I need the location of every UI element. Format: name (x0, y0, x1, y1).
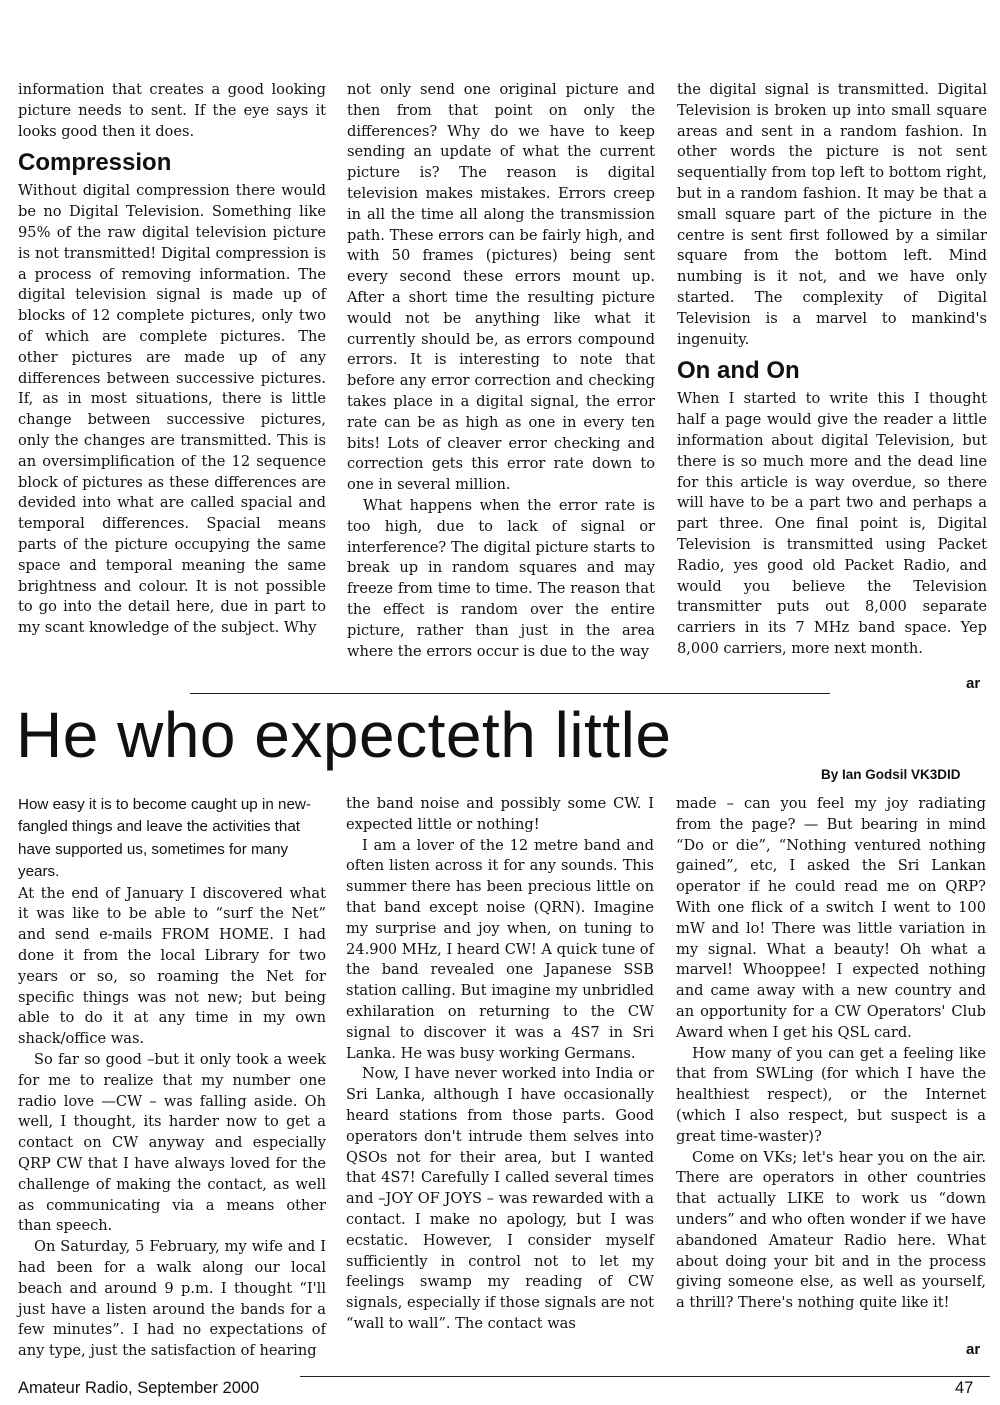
paragraph: the band noise and possibly some CW. I expected little or nothing! (346, 795, 654, 833)
article-end-mark: ar (966, 1341, 981, 1358)
paragraph: Come on VKs; let's hear you on the air. There are operators in other countries that actually LIKE to work us “down unders” and who often wonder if we have abandoned Amateur Radio here. What about doing your bit and in the process giving someone else, as well as yourself, a thrill? There's nothing quite like it! (676, 1148, 986, 1312)
article2-column-2 (346, 794, 654, 1335)
paragraph: the digital signal is transmitted. Digital Television is broken up into small square areas and sent in a random fashion. In other words the picture is not sent sequentially from top left to bottom right, but in a random fashion. It may be that a small square part of the picture in the centre is sent first followed by a similar square from the bottom left. Mind numbing is it not, and we have only started. The complexity of Digital Television is a marvel to mankind's ingenuity. (677, 81, 987, 348)
byline: By Ian Godsil VK3DID (821, 767, 961, 782)
paragraph: When I started to write this I thought half a page would give the reader a little information about digital Television, but there is so much more and the dead line for this article is way overdue, so there will have to be a part two and perhaps a part three. One final point is, Digital Television is transmitted using Packet Radio, yes good old Packet Radio, and would you believe the Television transmitter puts out 8,000 separate carriers in its 7 MHz band space. Yep 8,000 carriers, more next month. (677, 390, 987, 657)
paragraph: Without digital compression there would be no Digital Television. Something like 95% of the raw digital television picture is not transmitted! Digital compression is a process of removing information. The digital television signal is made up of blocks of 12 complete pictures, only two of which are complete pictures. The other pictures are made up of any differences between successive pictures. If, as in most situations, there is little change between successive pictures, only the changes are transmitted. This is an oversimplification of the 12 sequence block of pictures as these differences are devided into what are called spacial and temporal differences. Spacial means parts of the picture occupying the same space and temporal meaning the same brightness and colour. It is not possible to go into the detail here, due in part to my scant knowledge of the subject. Why (18, 182, 326, 637)
article1-column-1 (18, 80, 326, 639)
page-number: 47 (955, 1379, 974, 1397)
footer-rule (300, 1376, 990, 1377)
article-title: He who expecteth little (16, 699, 672, 771)
paragraph: Now, I have never worked into India or Sri Lanka, although I have occasionally heard stations from those parts. Good operators don't intrude them selves into QSOs not for their area, but I wanted that 4S7! Carefully I called several times and –JOY OF JOYS – was rewarded with a contact. I make no apology, but I was ecstatic. However, I consider myself sufficiently in control not to let my feelings swamp my reading of CW signals, especially if those signals are not “wall to wall”. The contact was (346, 1065, 654, 1332)
lede-paragraph: How easy it is to become caught up in new-fangled things and leave the activities that have supported us, sometimes for many years. (18, 796, 311, 881)
footer-publication: Amateur Radio, September 2000 (18, 1379, 260, 1397)
article-end-mark: ar (966, 675, 981, 692)
article2-column-3 (676, 794, 986, 1314)
paragraph: information that creates a good looking picture needs to sent. If the eye says it looks good then it does. (18, 81, 326, 140)
paragraph: made – can you feel my joy radiating from the page? — But bearing in mind “Do or die”, “Nothing ventured nothing gained”, etc, I asked the Sri Lankan operator if he could read me on QRP? With one flick of a switch I went to 100 mW and lo! There was little variation in my signal. What a beauty! Oh what a marvel! Whooppee! I expected nothing and came away with a new country and an opportunity for a CW Operators' Club Award when I get his QSL card. (676, 795, 986, 1041)
article1-column-3 (677, 80, 987, 660)
paragraph: So far so good –but it only took a week for me to realize that my number one radio love —CW – was falling aside. Oh well, I thought, its harder now to get a contact on CW anyway and especially QRP CW that I have always loved for the challenge of making the contact, as well as communicating via a means other than speech. (18, 1051, 326, 1235)
paragraph: I am a lover of the 12 metre band and often listen across it for any sounds. This summer there has been precious little on that band except noise (QRN). Imagine my surprise and joy when, on tuning to 24.900 MHz, I heard CW! A quick tune of the band revealed one Japanese SSB station calling. But imagine my unbridled exhilaration on returning to the CW signal to discover it was a 4S7 in Sri Lanka. He was busy working Germans. (346, 836, 654, 1062)
section-heading-compression: Compression (18, 149, 172, 177)
article1-column-2 (347, 80, 655, 662)
paragraph: How many of you can get a feeling like that from SWLing (for which I have the healthiest respect), or the Internet (which I also respect, but suspect is a great time-waster)? (676, 1044, 986, 1145)
paragraph: On Saturday, 5 February, my wife and I had been for a walk along our local beach and around 9 p.m. I thought “I'll just have a listen around the bands for a few minutes”. I had no expectations of any type, just the satisfaction of hearing (18, 1238, 326, 1360)
paragraph: not only send one original picture and then from that point on only the differences? Why do we have to keep sending an update of what the current picture is? The reason is digital television makes mistakes. Errors creep in all the time all along the transmission path. These errors can be fairly high, and with 50 frames (pictures) being sent every second these errors mount up. After a short time the resulting picture would not be anything like what it currently should be, as errors compound errors. It is interesting to note that before any error correction and checking takes place in a digital signal, the error rate can be as high as one in every ten bits! Lots of cleaver error checking and correction gets this error rate down to one in several million. (347, 81, 655, 494)
article2-column-1 (18, 794, 326, 1362)
section-heading-on-and-on: On and On (677, 357, 800, 385)
paragraph: At the end of January I discovered what it was like to be able to “surf the Net” and send e-mails FROM HOME. I had done it from the local Library for two years or so, so roaming the Net for specific things was not new; but being able to do it at any time in my own shack/office was. (18, 884, 326, 1048)
paragraph: What happens when the error rate is too high, due to lack of signal or interference? The digital picture starts to break up in random squares and may freeze from time to time. The reason that the effect is random over the entire picture, rather than just in the area where the errors occur is due to the way (347, 496, 655, 660)
